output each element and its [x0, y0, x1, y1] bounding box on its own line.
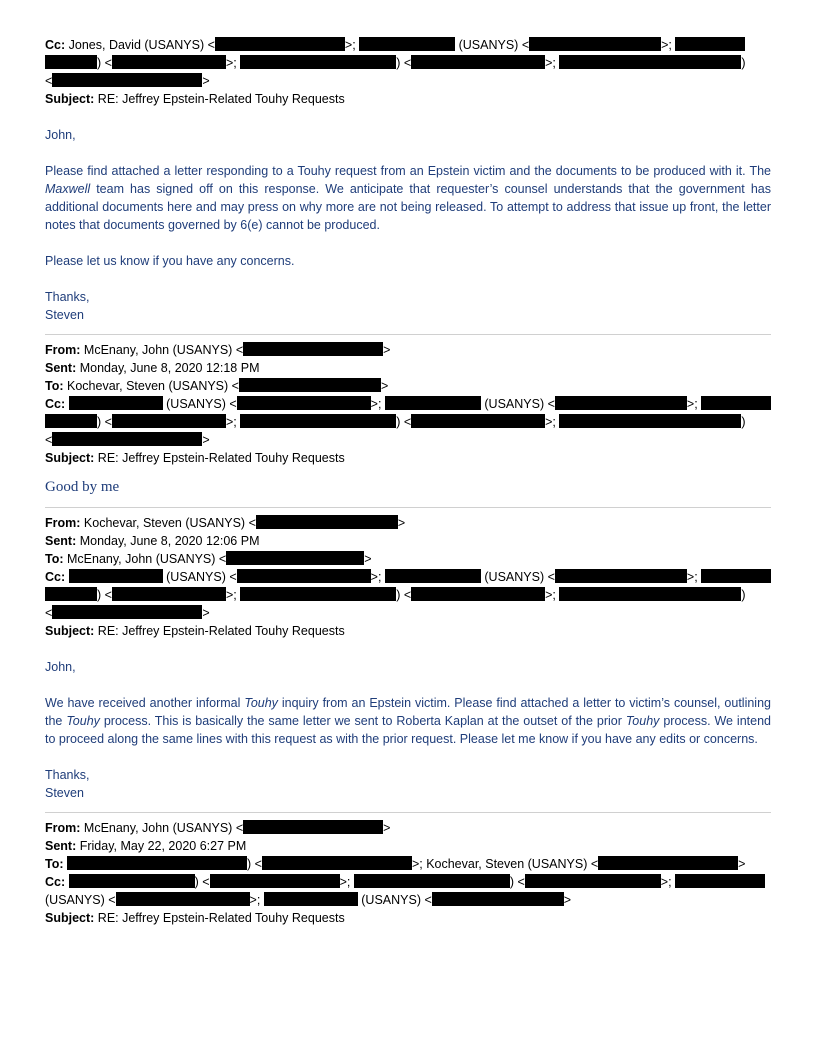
redaction [243, 820, 383, 834]
message-divider [45, 812, 771, 813]
redaction [598, 856, 738, 870]
body-paragraph-2: Please let us know if you have any concerns. [45, 254, 295, 268]
cc-line-2: ) < >; ) < >; ) [45, 586, 771, 604]
redaction [411, 587, 545, 601]
redaction [675, 37, 745, 51]
redaction [354, 874, 510, 888]
redaction [69, 396, 163, 410]
cc-line: Cc: (USANYS) < >; (USANYS) < >; [45, 568, 771, 586]
redaction [411, 414, 545, 428]
cc-line-2: ) < >; ) < >; ) [45, 413, 771, 431]
message-1 [45, 36, 771, 324]
cc-line-2: (USANYS) < >; (USANYS) < > [45, 893, 572, 907]
redaction [559, 55, 741, 69]
redaction [240, 414, 396, 428]
redaction [559, 587, 741, 601]
redaction [529, 37, 661, 51]
redaction [701, 396, 771, 410]
email-thread [45, 36, 771, 927]
message-4 [45, 819, 771, 927]
redaction [701, 569, 771, 583]
redaction [112, 414, 226, 428]
cc-line-3: < > [45, 433, 210, 447]
cc-line-3: < > [45, 74, 210, 88]
to-line: To: ) < >; Kochevar, Steven (USANYS) < > [45, 857, 746, 871]
subject-line: Subject: RE: Jeffrey Epstein-Related Touhy Requests [45, 92, 345, 106]
signature: Steven [45, 308, 84, 322]
redaction [45, 55, 97, 69]
subject-line: Subject: RE: Jeffrey Epstein-Related Touhy Requests [45, 624, 345, 638]
greeting: John, [45, 660, 76, 674]
closing: Thanks, [45, 290, 90, 304]
redaction [112, 587, 226, 601]
sent-line: Sent: Monday, June 8, 2020 12:18 PM [45, 361, 260, 375]
redaction [237, 396, 371, 410]
redaction [69, 874, 195, 888]
redaction [240, 587, 396, 601]
redaction [262, 856, 412, 870]
message-divider [45, 507, 771, 508]
redaction [240, 55, 396, 69]
message-divider [45, 334, 771, 335]
body-text: Good by me [45, 479, 120, 495]
subject-line: Subject: RE: Jeffrey Epstein-Related Touhy Requests [45, 911, 345, 925]
redaction [359, 37, 455, 51]
redaction [555, 396, 687, 410]
greeting: John, [45, 128, 76, 142]
redaction [52, 605, 202, 619]
redaction [112, 55, 226, 69]
redaction [243, 342, 383, 356]
redaction [215, 37, 345, 51]
subject-line: Subject: RE: Jeffrey Epstein-Related Touhy Requests [45, 451, 345, 465]
redaction [69, 569, 163, 583]
cc-line: Cc: Jones, David (USANYS) < >; (USANYS) < >; [45, 36, 771, 54]
redaction [411, 55, 545, 69]
cc-line: Cc: (USANYS) < >; (USANYS) < >; [45, 395, 771, 413]
from-line: From: Kochevar, Steven (USANYS) < > [45, 516, 406, 530]
redaction [559, 414, 741, 428]
redaction [226, 551, 364, 565]
redaction [525, 874, 661, 888]
to-line: To: McEnany, John (USANYS) < > [45, 552, 372, 566]
redaction [555, 569, 687, 583]
redaction [52, 73, 202, 87]
sent-line: Sent: Monday, June 8, 2020 12:06 PM [45, 534, 260, 548]
to-line: To: Kochevar, Steven (USANYS) < > [45, 379, 389, 393]
body-paragraph: Please find attached a letter responding to a Touhy request from an Epstein victim and the documents to be produced with it. The Maxwell team has signed off on this response. We anticipate that requester’s counsel understands that the government has additional documents here and may press on why more are not being released. To attempt to address that issue up front, the letter notes that documents governed by 6(e) cannot be produced. [45, 164, 771, 232]
redaction [385, 396, 481, 410]
redaction [45, 414, 97, 428]
redaction [256, 515, 398, 529]
cc-line-2: ) < >; ) < >; ) [45, 54, 771, 72]
cc-line: Cc: ) < >; ) < >; [45, 873, 771, 891]
redaction [675, 874, 765, 888]
redaction [237, 569, 371, 583]
redaction [67, 856, 247, 870]
redaction [432, 892, 564, 906]
message-3 [45, 514, 771, 802]
from-line: From: McEnany, John (USANYS) < > [45, 343, 391, 357]
redaction [45, 587, 97, 601]
from-line: From: McEnany, John (USANYS) < > [45, 821, 391, 835]
redaction [210, 874, 340, 888]
redaction [264, 892, 358, 906]
cc-line-3: < > [45, 606, 210, 620]
closing: Thanks, [45, 768, 90, 782]
redaction [385, 569, 481, 583]
signature: Steven [45, 786, 84, 800]
sent-line: Sent: Friday, May 22, 2020 6:27 PM [45, 839, 247, 853]
redaction [52, 432, 202, 446]
body-paragraph: We have received another informal Touhy inquiry from an Epstein victim. Please find attached a letter to victim’s counsel, outlining the Touhy process. This is basically the same letter we sent to Roberta Kaplan at the outset of the prior Touhy process. We intend to proceed along the same lines with this request as with the prior request. Please let me know if you have any edits or concerns. [45, 696, 771, 746]
message-2 [45, 341, 771, 497]
redaction [116, 892, 250, 906]
redaction [239, 378, 381, 392]
